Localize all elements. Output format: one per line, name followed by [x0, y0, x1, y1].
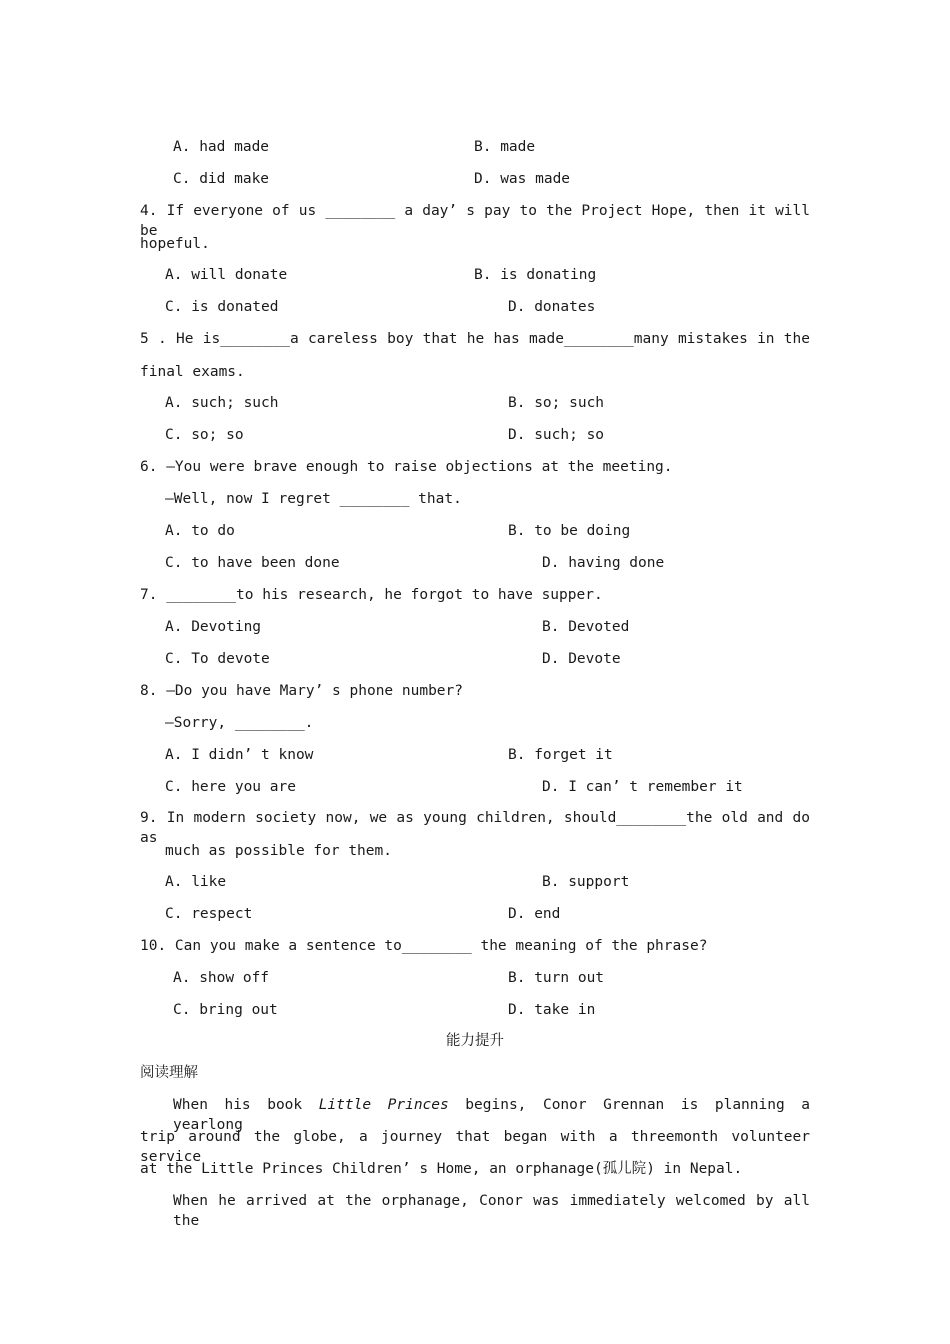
q9-option-a: A. like — [165, 874, 227, 890]
q5-option-a: A. such; such — [165, 395, 279, 411]
q7-option-a: A. Devoting — [165, 619, 262, 635]
section-title: 能力提升 — [446, 1033, 504, 1049]
q4-option-d: D. donates — [508, 299, 596, 315]
passage-line-2: trip around the globe, a journey that began with a threemonth volunteer service — [140, 1129, 810, 1165]
q9-option-d: D. end — [508, 906, 561, 922]
q6-stem-line1: 6. —You were brave enough to raise objections at the meeting. — [140, 459, 673, 475]
q8-option-c: C. here you are — [165, 779, 296, 795]
q3-option-c: C. did make — [173, 171, 270, 187]
q9-option-c: C. respect — [165, 906, 253, 922]
q7-option-c: C. To devote — [165, 651, 270, 667]
q5-option-d: D. such; so — [508, 427, 605, 443]
reading-title: 阅读理解 — [140, 1065, 198, 1081]
q6-option-a: A. to do — [165, 523, 235, 539]
q8-option-a: A. I didn’ t know — [165, 747, 314, 763]
book-title: Little Princes — [318, 1097, 449, 1113]
q10-option-d: D. take in — [508, 1002, 596, 1018]
q10-option-c: C. bring out — [173, 1002, 278, 1018]
q8-option-b: B. forget it — [508, 747, 613, 763]
q5-stem-line1: 5 . He is________a careless boy that he has made________many mistakes in the — [140, 331, 810, 347]
q8-stem-line1: 8. —Do you have Mary’ s phone number? — [140, 683, 464, 699]
q7-stem: 7. ________to his research, he forgot to have supper. — [140, 587, 603, 603]
q4-stem-line2: hopeful. — [140, 236, 210, 252]
q6-option-d: D. having done — [542, 555, 665, 571]
q8-option-d: D. I can’ t remember it — [542, 779, 743, 795]
q3-option-a: A. had made — [173, 139, 270, 155]
passage-line-4: When he arrived at the orphanage, Conor was immediately welcomed by all the — [173, 1193, 810, 1229]
q3-option-d: D. was made — [474, 171, 571, 187]
q3-option-b: B. made — [474, 139, 536, 155]
q10-option-b: B. turn out — [508, 970, 605, 986]
q4-option-c: C. is donated — [165, 299, 279, 315]
q8-stem-line2: —Sorry, ________. — [165, 715, 314, 731]
q6-stem-line2: —Well, now I regret ________ that. — [165, 491, 462, 507]
q7-option-d: D. Devote — [542, 651, 621, 667]
q5-option-b: B. so; such — [508, 395, 605, 411]
q9-stem-line1: 9. In modern society now, we as young children, should________the old and do as — [140, 810, 810, 846]
q4-option-a: A. will donate — [165, 267, 288, 283]
q10-option-a: A. show off — [173, 970, 270, 986]
passage-line-3: at the Little Princes Children’ s Home, an orphanage(孤儿院) in Nepal. — [140, 1161, 743, 1177]
q7-option-b: B. Devoted — [542, 619, 630, 635]
q9-option-b: B. support — [542, 874, 630, 890]
q6-option-c: C. to have been done — [165, 555, 340, 571]
q4-option-b: B. is donating — [474, 267, 597, 283]
q9-stem-line2: much as possible for them. — [165, 843, 392, 859]
q6-option-b: B. to be doing — [508, 523, 631, 539]
q5-option-c: C. so; so — [165, 427, 244, 443]
q5-stem-line2: final exams. — [140, 364, 245, 380]
q4-stem-line1: 4. If everyone of us ________ a day’ s pay to the Project Hope, then it will be — [140, 203, 810, 239]
passage-line-1: When his book Little Princes begins, Conor Grennan is planning a yearlong — [173, 1097, 810, 1133]
q10-stem: 10. Can you make a sentence to________ the meaning of the phrase? — [140, 938, 708, 954]
